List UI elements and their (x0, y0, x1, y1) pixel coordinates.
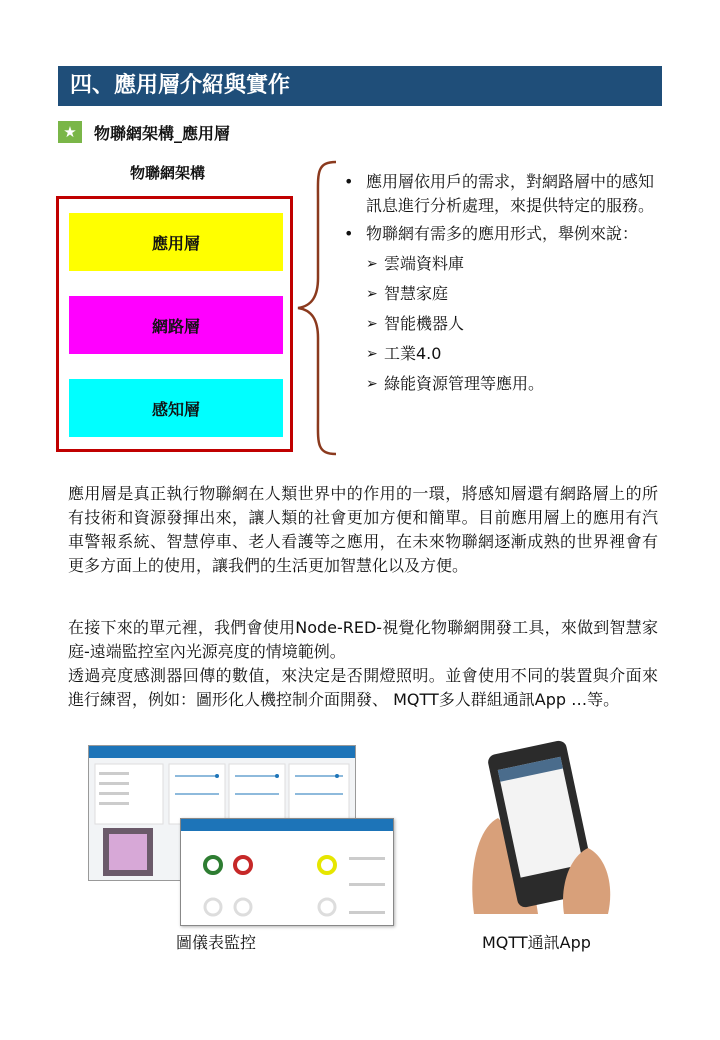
list-item: ➢ 綠能資源管理等應用。 (366, 370, 658, 400)
list-item: ➢ 雲端資料庫 (366, 250, 658, 280)
bullet-item: • 應用層依用戶的需求，對網路層中的感知訊息進行分析處理，來提供特定的服務。 (342, 170, 658, 218)
network-layer: 網路層 (69, 296, 283, 354)
list-item: ➢ 智慧家庭 (366, 280, 658, 310)
gauge-illustration (181, 831, 393, 925)
bullet-item: • 物聯網有需多的應用形式，舉例來說： (342, 222, 658, 246)
dashboard-caption: 圖儀表監控 (176, 933, 257, 952)
section-header: 四、應用層介紹與實作 (58, 66, 662, 106)
application-layer: 應用層 (69, 213, 283, 271)
list-item: ➢ 工業4.0 (366, 340, 658, 370)
star-icon: ★ (58, 121, 82, 143)
paragraph-intro: 應用層是真正執行物聯網在人類世界中的作用的一環，將感知層還有網路層上的所有技術和資源發揮出來，讓人類的社會更加方便和簡單。目前應用層上的應用有汽車警報系統、智慧停車、老人看護等之應用，在未來物聯網逐漸成熟的世界裡會有更多方面上的使用，讓我們的生活更加智慧化以及方便。 (68, 484, 658, 575)
paragraph-sensor: 透過亮度感測器回傳的數值，來決定是否開燈照明。並會使用不同的裝置與介面來進行練習，例如：圖形化人機控制介面開發、 MQTT多人群組通訊App …等。 (68, 666, 658, 709)
curly-brace-icon (296, 160, 340, 456)
subtitle-text: 物聯網架構_應用層 (94, 123, 231, 143)
architecture-title: 物聯網架構 (130, 164, 206, 182)
mqtt-phone-illustration (468, 738, 618, 918)
section-subtitle (58, 120, 230, 144)
architecture-diagram (56, 196, 293, 452)
application-examples (342, 250, 658, 400)
list-item: ➢ 智能機器人 (366, 310, 658, 340)
perception-layer: 感知層 (69, 379, 283, 437)
mqtt-caption: MQTT通訊App (482, 933, 591, 952)
application-bullets (342, 170, 658, 400)
gauge-screenshot (180, 818, 394, 926)
paragraph-nodered: 在接下來的單元裡，我們會使用Node-RED-視覺化物聯網開發工具，來做到智慧家庭-遠端監控室內光源亮度的情境範例。 (68, 618, 658, 661)
